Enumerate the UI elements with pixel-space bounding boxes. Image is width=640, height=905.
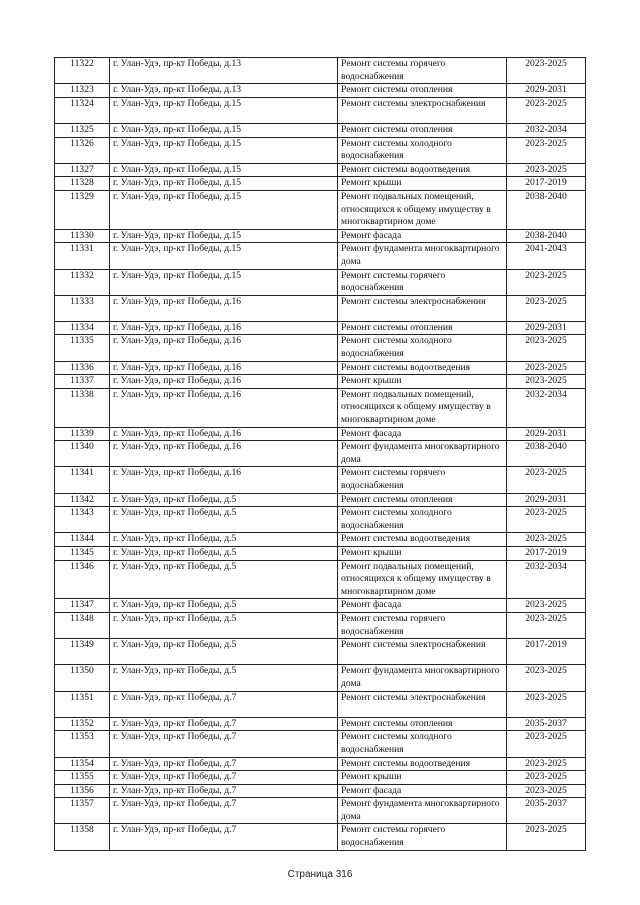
period-cell: 2035-2037 [507,717,586,731]
address-cell: г. Улан-Удэ, пр-кт Победы, д.16 [110,427,338,441]
table-row [55,190,586,229]
table-row [55,427,586,441]
period-cell: 2041-2043 [507,243,586,269]
row-number: 11347 [55,599,110,613]
table-row [55,771,586,785]
period-cell: 2032-2034 [507,123,586,137]
work-type-cell: Ремонт фундамента многоквартирного дома [338,665,507,691]
address-cell: г. Улан-Удэ, пр-кт Победы, д.16 [110,295,338,321]
row-number: 11358 [55,824,110,850]
address-cell: г. Улан-Удэ, пр-кт Победы, д.5 [110,547,338,561]
period-cell: 2023-2025 [507,137,586,163]
row-number: 11346 [55,560,110,599]
table-row [55,717,586,731]
row-number: 11354 [55,757,110,771]
row-number: 11331 [55,243,110,269]
table-row [55,123,586,137]
address-cell: г. Улан-Удэ, пр-кт Победы, д.7 [110,798,338,824]
row-number: 11327 [55,163,110,177]
period-cell: 2023-2025 [507,784,586,798]
period-cell: 2023-2025 [507,824,586,850]
row-number: 11350 [55,665,110,691]
address-cell: г. Улан-Удэ, пр-кт Победы, д.5 [110,533,338,547]
table-row [55,388,586,427]
period-cell: 2023-2025 [507,757,586,771]
address-cell: г. Улан-Удэ, пр-кт Победы, д.15 [110,137,338,163]
row-number: 11341 [55,467,110,493]
address-cell: г. Улан-Удэ, пр-кт Победы, д.7 [110,824,338,850]
period-cell: 2038-2040 [507,190,586,229]
address-cell: г. Улан-Удэ, пр-кт Победы, д.16 [110,388,338,427]
period-cell: 2038-2040 [507,229,586,243]
address-cell: г. Улан-Удэ, пр-кт Победы, д.16 [110,467,338,493]
table-row [55,58,586,84]
work-type-cell: Ремонт системы электроснабжения [338,691,507,717]
address-cell: г. Улан-Удэ, пр-кт Победы, д.16 [110,321,338,335]
address-cell: г. Улан-Удэ, пр-кт Победы, д.15 [110,190,338,229]
period-cell: 2023-2025 [507,665,586,691]
table-row [55,97,586,123]
table-row [55,798,586,824]
work-type-cell: Ремонт системы отопления [338,84,507,98]
table-row [55,441,586,467]
work-type-cell: Ремонт системы электроснабжения [338,97,507,123]
row-number: 11340 [55,441,110,467]
address-cell: г. Улан-Удэ, пр-кт Победы, д.5 [110,507,338,533]
table-row [55,321,586,335]
period-cell: 2029-2031 [507,84,586,98]
period-cell: 2023-2025 [507,771,586,785]
row-number: 11325 [55,123,110,137]
period-cell: 2032-2034 [507,388,586,427]
row-number: 11337 [55,375,110,389]
row-number: 11355 [55,771,110,785]
row-number: 11348 [55,612,110,638]
row-number: 11330 [55,229,110,243]
period-cell: 2023-2025 [507,507,586,533]
period-cell: 2029-2031 [507,321,586,335]
row-number: 11352 [55,717,110,731]
work-type-cell: Ремонт системы холодного водоснабжения [338,137,507,163]
period-cell: 2023-2025 [507,269,586,295]
address-cell: г. Улан-Удэ, пр-кт Победы, д.5 [110,560,338,599]
table-row [55,269,586,295]
table-row [55,691,586,717]
table-row [55,824,586,850]
work-type-cell: Ремонт системы электроснабжения [338,295,507,321]
table-row [55,163,586,177]
period-cell: 2023-2025 [507,691,586,717]
row-number: 11332 [55,269,110,295]
period-cell: 2023-2025 [507,97,586,123]
work-type-cell: Ремонт системы отопления [338,717,507,731]
work-type-cell: Ремонт системы отопления [338,493,507,507]
work-type-cell: Ремонт фасада [338,599,507,613]
row-number: 11328 [55,177,110,191]
table-row [55,177,586,191]
work-type-cell: Ремонт системы водоотведения [338,163,507,177]
address-cell: г. Улан-Удэ, пр-кт Победы, д.5 [110,639,338,665]
work-type-cell: Ремонт крыши [338,177,507,191]
work-type-cell: Ремонт системы горячего водоснабжения [338,58,507,84]
address-cell: г. Улан-Удэ, пр-кт Победы, д.5 [110,612,338,638]
table-row [55,243,586,269]
work-type-cell: Ремонт подвальных помещений, относящихся к общему имуществу в многоквартирном доме [338,190,507,229]
work-type-cell: Ремонт фасада [338,229,507,243]
work-type-cell: Ремонт фасада [338,784,507,798]
address-cell: г. Улан-Удэ, пр-кт Победы, д.5 [110,493,338,507]
address-cell: г. Улан-Удэ, пр-кт Победы, д.7 [110,731,338,757]
table-row [55,665,586,691]
address-cell: г. Улан-Удэ, пр-кт Победы, д.16 [110,375,338,389]
work-type-cell: Ремонт фундамента многоквартирного дома [338,441,507,467]
work-type-cell: Ремонт фасада [338,427,507,441]
period-cell: 2023-2025 [507,361,586,375]
row-number: 11342 [55,493,110,507]
address-cell: г. Улан-Удэ, пр-кт Победы, д.13 [110,58,338,84]
address-cell: г. Улан-Удэ, пр-кт Победы, д.7 [110,717,338,731]
address-cell: г. Улан-Удэ, пр-кт Победы, д.7 [110,757,338,771]
address-cell: г. Улан-Удэ, пр-кт Победы, д.15 [110,229,338,243]
period-cell: 2023-2025 [507,163,586,177]
row-number: 11322 [55,58,110,84]
address-cell: г. Улан-Удэ, пр-кт Победы, д.5 [110,599,338,613]
work-type-cell: Ремонт подвальных помещений, относящихся к общему имуществу в многоквартирном доме [338,560,507,599]
period-cell: 2023-2025 [507,612,586,638]
row-number: 11357 [55,798,110,824]
period-cell: 2035-2037 [507,798,586,824]
work-type-cell: Ремонт фундамента многоквартирного дома [338,798,507,824]
work-type-cell: Ремонт системы отопления [338,321,507,335]
work-type-cell: Ремонт системы холодного водоснабжения [338,335,507,361]
period-cell: 2032-2034 [507,560,586,599]
period-cell: 2023-2025 [507,58,586,84]
work-type-cell: Ремонт системы горячего водоснабжения [338,467,507,493]
period-cell: 2023-2025 [507,731,586,757]
row-number: 11334 [55,321,110,335]
work-type-cell: Ремонт системы горячего водоснабжения [338,269,507,295]
table-row [55,560,586,599]
period-cell: 2023-2025 [507,295,586,321]
address-cell: г. Улан-Удэ, пр-кт Победы, д.16 [110,335,338,361]
work-type-cell: Ремонт крыши [338,547,507,561]
table-row [55,784,586,798]
period-cell: 2017-2019 [507,177,586,191]
row-number: 11323 [55,84,110,98]
table-row [55,757,586,771]
address-cell: г. Улан-Удэ, пр-кт Победы, д.15 [110,163,338,177]
work-type-cell: Ремонт системы отопления [338,123,507,137]
repair-schedule-table [54,57,586,851]
period-cell: 2023-2025 [507,599,586,613]
table-row [55,507,586,533]
table-row [55,599,586,613]
work-type-cell: Ремонт системы горячего водоснабжения [338,612,507,638]
address-cell: г. Улан-Удэ, пр-кт Победы, д.15 [110,243,338,269]
table-row [55,84,586,98]
table-row [55,612,586,638]
work-type-cell: Ремонт фундамента многоквартирного дома [338,243,507,269]
table-row [55,375,586,389]
row-number: 11333 [55,295,110,321]
row-number: 11338 [55,388,110,427]
row-number: 11336 [55,361,110,375]
row-number: 11353 [55,731,110,757]
table-row [55,731,586,757]
period-cell: 2023-2025 [507,375,586,389]
row-number: 11326 [55,137,110,163]
row-number: 11356 [55,784,110,798]
table-row [55,361,586,375]
work-type-cell: Ремонт крыши [338,375,507,389]
work-type-cell: Ремонт системы холодного водоснабжения [338,507,507,533]
address-cell: г. Улан-Удэ, пр-кт Победы, д.7 [110,691,338,717]
work-type-cell: Ремонт системы холодного водоснабжения [338,731,507,757]
work-type-cell: Ремонт системы электроснабжения [338,639,507,665]
work-type-cell: Ремонт системы водоотведения [338,533,507,547]
table-row [55,493,586,507]
page-number: Страница 316 [287,869,353,880]
address-cell: г. Улан-Удэ, пр-кт Победы, д.16 [110,441,338,467]
address-cell: г. Улан-Удэ, пр-кт Победы, д.15 [110,97,338,123]
period-cell: 2029-2031 [507,493,586,507]
work-type-cell: Ремонт системы водоотведения [338,757,507,771]
work-type-cell: Ремонт системы горячего водоснабжения [338,824,507,850]
address-cell: г. Улан-Удэ, пр-кт Победы, д.13 [110,84,338,98]
row-number: 11343 [55,507,110,533]
address-cell: г. Улан-Удэ, пр-кт Победы, д.15 [110,177,338,191]
address-cell: г. Улан-Удэ, пр-кт Победы, д.7 [110,784,338,798]
row-number: 11345 [55,547,110,561]
row-number: 11349 [55,639,110,665]
address-cell: г. Улан-Удэ, пр-кт Победы, д.15 [110,269,338,295]
work-type-cell: Ремонт системы водоотведения [338,361,507,375]
row-number: 11329 [55,190,110,229]
period-cell: 2023-2025 [507,335,586,361]
table-row [55,295,586,321]
period-cell: 2029-2031 [507,427,586,441]
address-cell: г. Улан-Удэ, пр-кт Победы, д.5 [110,665,338,691]
period-cell: 2023-2025 [507,533,586,547]
table-row [55,229,586,243]
period-cell: 2038-2040 [507,441,586,467]
table-row [55,639,586,665]
table-body [55,58,586,851]
address-cell: г. Улан-Удэ, пр-кт Победы, д.7 [110,771,338,785]
table-row [55,335,586,361]
work-type-cell: Ремонт подвальных помещений, относящихся к общему имуществу в многоквартирном доме [338,388,507,427]
row-number: 11351 [55,691,110,717]
period-cell: 2017-2019 [507,639,586,665]
row-number: 11335 [55,335,110,361]
work-type-cell: Ремонт крыши [338,771,507,785]
table-row [55,533,586,547]
period-cell: 2017-2019 [507,547,586,561]
period-cell: 2023-2025 [507,467,586,493]
table-row [55,547,586,561]
table-row [55,467,586,493]
row-number: 11339 [55,427,110,441]
row-number: 11324 [55,97,110,123]
address-cell: г. Улан-Удэ, пр-кт Победы, д.16 [110,361,338,375]
address-cell: г. Улан-Удэ, пр-кт Победы, д.15 [110,123,338,137]
row-number: 11344 [55,533,110,547]
table-row [55,137,586,163]
